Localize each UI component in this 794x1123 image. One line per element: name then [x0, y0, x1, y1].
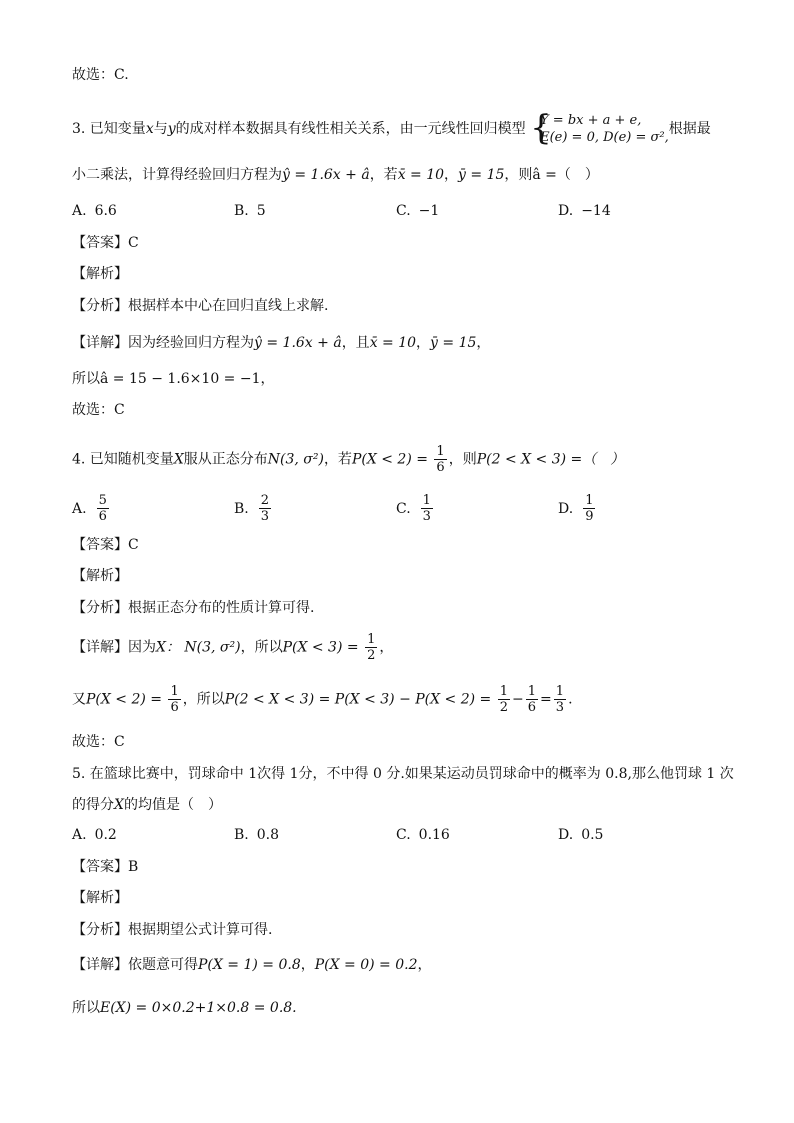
q3-fenxi: 【分析】根据样本中心在回归直线上求解. [72, 298, 329, 314]
option-label: B. [234, 203, 249, 219]
option-value: 0.2 [94, 827, 117, 843]
q4-option-b [234, 493, 273, 524]
numerator: 1 [422, 493, 431, 508]
q5-analysis-heading: 【解析】 [72, 890, 128, 906]
numerator: 2 [260, 493, 270, 508]
option-label: A. [72, 500, 87, 517]
numerator: 5 [98, 493, 107, 508]
q5-option-a [72, 826, 117, 844]
q5-xiangjie-mid: ， [300, 957, 315, 973]
q4-again-mid: ，所以 [182, 691, 225, 708]
q3-line2-suffix: ，则â =（ ） [504, 167, 599, 183]
option-fraction [259, 493, 271, 524]
q4-stem [72, 444, 624, 475]
q5-stem-line2-prefix: 的得分 [72, 797, 114, 813]
numerator: 1 [527, 684, 537, 699]
q4-fenxi: 【分析】根据正态分布的性质计算可得. [72, 600, 315, 616]
denominator: 6 [170, 700, 179, 715]
q4-stem-prefix: 4. 已知随机变量 [72, 451, 174, 468]
q3-model-line2: E(e) = 0, D(e) = σ², [540, 130, 669, 145]
q3-line2-prefix: 小二乘法，计算得经验回归方程为 [72, 167, 282, 183]
option-value: 0.16 [418, 827, 450, 843]
q4-answer: 【答案】C [72, 537, 139, 553]
q3-option-b [234, 202, 266, 220]
q3-stem-mid: 与 [153, 121, 168, 137]
denominator: 3 [422, 509, 431, 524]
option-value: 5 [256, 203, 266, 219]
q4-again-fraction-2 [526, 684, 538, 715]
denominator: 6 [98, 509, 107, 524]
q3-model-system [530, 108, 669, 148]
q3-regression-equation: ŷ = 1.6x + â [282, 167, 370, 183]
q4-var-x: X [173, 451, 184, 468]
q3-stem-line1 [72, 108, 711, 148]
q4-choose: 故选：C [72, 734, 125, 750]
q3-so-line: 所以â = 15 − 1.6×10 = −1， [72, 371, 275, 387]
left-brace: { [530, 108, 552, 148]
q4-stem-mid3: ，则 [448, 451, 477, 468]
q5-expectation: E(X) = 0×0.2+1×0.8 = 0.8. [100, 1000, 297, 1016]
option-value: −1 [418, 203, 440, 219]
option-label: D. [558, 500, 574, 517]
denominator: 9 [585, 509, 594, 524]
q5-option-c [396, 826, 450, 844]
q3-line2-cond2: ， [444, 167, 459, 183]
option-label: A. [72, 203, 87, 219]
q3-line2-cond1: ，若 [369, 167, 398, 183]
q4-again-fraction-3 [554, 684, 566, 715]
q3-xiangjie-mid2: ， [416, 335, 431, 351]
option-value: −14 [581, 203, 611, 219]
option-label: D. [558, 203, 574, 219]
q5-prob-miss: P(X = 0) = 0.2 [314, 957, 418, 973]
numerator: 1 [499, 684, 509, 699]
q3-option-c [396, 202, 439, 220]
option-fraction [421, 493, 433, 524]
q5-var-x: X [114, 797, 124, 813]
denominator: 6 [527, 700, 537, 715]
q3-xiangjie-xbar: x̄ = 10 [369, 335, 417, 351]
q4-again-line [72, 684, 573, 715]
q3-xiangjie-equation: ŷ = 1.6x + â [254, 335, 342, 351]
numerator: 1 [436, 444, 445, 459]
q4-xiangjie-prefix: 【详解】因为 [72, 639, 156, 656]
option-fraction [583, 493, 595, 524]
numerator: 1 [367, 632, 376, 647]
option-value: 0.5 [581, 827, 604, 843]
q3-xiangjie-ybar: ȳ = 15 [430, 335, 477, 351]
denominator: 6 [436, 460, 445, 475]
option-label: D. [558, 827, 574, 843]
q3-analysis-heading: 【解析】 [72, 266, 128, 282]
q3-stem-mid2: 的成对样本数据具有线性相关关系，由一元线性回归模型 [175, 121, 526, 137]
q3-option-d [558, 202, 611, 220]
q3-option-a [72, 202, 117, 220]
q4-prob-condition: P(X < 2) = [351, 451, 428, 468]
q4-xiangjie-end: ， [379, 639, 394, 656]
q5-xiangjie-prefix: 【详解】依题意可得 [72, 957, 198, 973]
option-label: C. [396, 827, 411, 843]
option-label: B. [234, 500, 249, 517]
q4-again-prefix: 又 [72, 691, 86, 708]
option-label: B. [234, 827, 249, 843]
numerator: 1 [585, 493, 594, 508]
q4-stem-mid: 服从正态分布 [183, 451, 268, 468]
q4-question: P(2 < X < 3) =（ ） [476, 451, 625, 468]
minus-sign: − [512, 691, 524, 708]
q4-again-expression: P(2 < X < 3) = P(X < 3) − P(X < 2) = [224, 691, 492, 708]
q3-xbar: x̄ = 10 [397, 167, 445, 183]
q5-so-prefix: 所以 [72, 1000, 100, 1016]
denominator: 3 [260, 509, 270, 524]
q4-xiangjie-distribution: X： N(3, σ²) [156, 639, 241, 656]
q5-answer: 【答案】B [72, 859, 139, 875]
q3-xiangjie-end: ， [476, 335, 491, 351]
q5-fenxi: 【分析】根据期望公式计算可得. [72, 922, 273, 938]
q3-choose: 故选：C [72, 402, 125, 418]
option-fraction [97, 493, 109, 524]
q4-xiangjie-mid: ，所以 [240, 639, 283, 656]
q3-xiangjie-prefix: 【详解】因为经验回归方程为 [72, 335, 254, 351]
q4-xiangjie [72, 632, 393, 663]
option-label: C. [396, 203, 411, 219]
q5-stem-line2 [72, 796, 222, 814]
equals-sign: = [540, 691, 552, 708]
numerator: 1 [555, 684, 565, 699]
q4-again-fraction [168, 684, 180, 715]
denominator: 3 [555, 700, 565, 715]
q4-fraction [434, 444, 446, 475]
q4-again-end: . [568, 691, 573, 708]
option-value: 6.6 [94, 203, 117, 219]
q4-option-c [396, 493, 435, 524]
q5-so-line [72, 999, 297, 1017]
q3-var-x: x [145, 121, 154, 137]
q5-option-b [234, 826, 279, 844]
q3-ybar: ȳ = 15 [458, 167, 505, 183]
q4-again-fraction-1 [498, 684, 510, 715]
q4-again-prob: P(X < 2) = [86, 691, 163, 708]
q4-option-a [72, 493, 111, 524]
q3-stem-line2 [72, 166, 599, 184]
q5-prob-hit: P(X = 1) = 0.8 [198, 957, 301, 973]
q4-option-d [558, 493, 597, 524]
q5-option-d [558, 826, 603, 844]
q3-model-line1: Y = bx + a + e, [540, 113, 642, 128]
denominator: 2 [499, 700, 509, 715]
q5-xiangjie [72, 956, 432, 974]
q5-stem-line2-suffix: 的均值是（ ） [123, 797, 222, 813]
q3-xiangjie [72, 334, 490, 352]
option-value: 0.8 [256, 827, 280, 843]
q4-stem-mid2: ，若 [323, 451, 352, 468]
q3-answer: 【答案】C [72, 235, 139, 251]
q3-xiangjie-mid: ，且 [341, 335, 370, 351]
q4-xiangjie-prob: P(X < 3) = [282, 639, 359, 656]
previous-answer-line: 故选：C. [72, 67, 129, 83]
q5-stem-line1: 5. 在篮球比赛中，罚球命中 1次得 1分，不中得 0 分.如果某运动员罚球命中的概率为 0.8,那么他罚球 1 次 [72, 766, 734, 782]
numerator: 1 [170, 684, 179, 699]
q3-stem-suffix: 根据最 [668, 121, 711, 137]
denominator: 2 [367, 648, 376, 663]
option-label: C. [396, 500, 411, 517]
q4-xiangjie-fraction [365, 632, 377, 663]
q5-xiangjie-end: ， [417, 957, 432, 973]
q4-distribution: N(3, σ²) [267, 451, 324, 468]
q4-analysis-heading: 【解析】 [72, 568, 128, 584]
option-label: A. [72, 827, 87, 843]
q3-var-y: y [167, 121, 176, 137]
q3-stem-prefix: 3. 已知变量 [72, 121, 146, 137]
